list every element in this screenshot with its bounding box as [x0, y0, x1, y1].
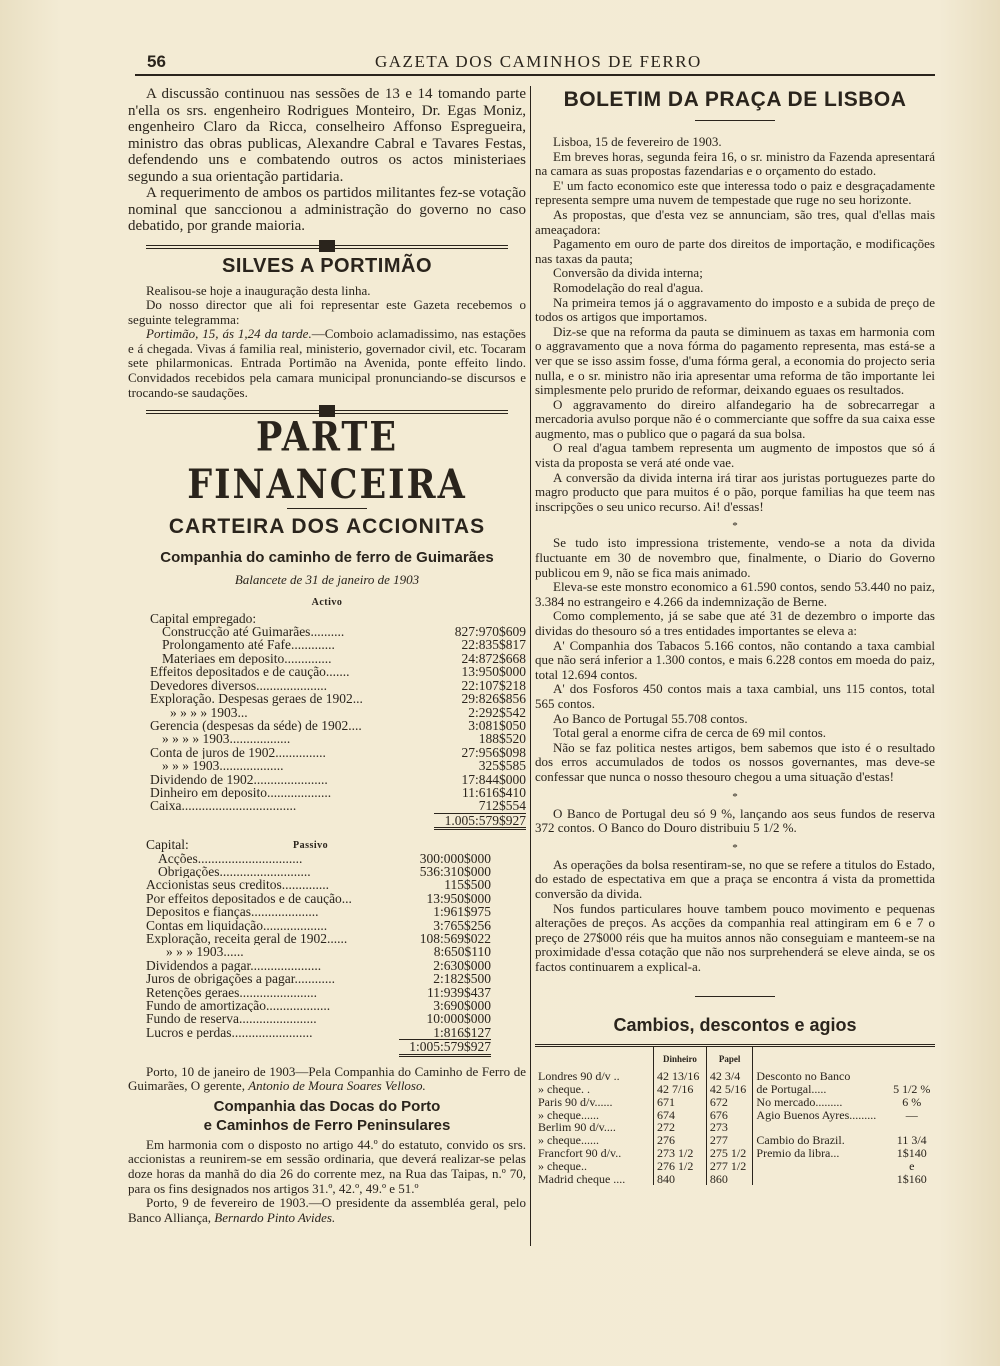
intro-paragraph: A discussão continuou nas sessões de 13 e 14 tomando parte n'ella os srs. engenheiro Rodrigues Monteiro, Dr. Egas Moniz, engenheiro Claro da Ricca, conselheiro Affonso Espregueira, ministro das obras publicas, Alexandre Cabral e Tavares Festas, defendendo uns e combatendo outros os actos ministeriaes segundo a sua orientação partidaria.: [128, 86, 526, 185]
ledger-row: [146, 1026, 491, 1039]
ledger-amount: 300:000$000: [419, 850, 491, 866]
exchange-papel: 42 3/4: [706, 1070, 752, 1083]
exchange-papel: 275 1/2: [706, 1147, 752, 1160]
banco-paragraph: O Banco de Portugal deu só 9 %, lançando aos seus fundos de reserva 372 contos. O Banco do Douro distribuiu 5 1/2 %.: [535, 805, 935, 836]
ledger-amount: 29:826$856: [461, 691, 526, 707]
exchange-dinheiro: 674: [654, 1109, 707, 1122]
exchange-papel: 42 5/16: [706, 1083, 752, 1096]
ledger-row: [146, 959, 491, 972]
ledger-label: » » » » 1903..................: [162, 732, 291, 746]
docas-p2: [128, 1196, 526, 1225]
ledger-amount: 24:872$668: [461, 650, 526, 666]
exchange-right-label: Premio da libra...: [753, 1147, 889, 1160]
exchange-papel: 672: [706, 1096, 752, 1109]
section-star: *: [732, 841, 738, 854]
activo-head: Capital empregado:: [150, 610, 257, 626]
silves-telegram: [128, 327, 526, 400]
exchange-table: [535, 1047, 935, 1185]
ledger-row: [146, 905, 491, 918]
boletim-paragraph: A' Companhia dos Tabacos 5.166 contos, não contando a taxa cambial que não será inferior a 1.300 contos, e mais 6.228 contos em moeda do paiz, total 12.694 contos.: [535, 637, 935, 682]
boletim-heading: BOLETIM DA PRAÇA DE LISBOA: [563, 88, 907, 111]
exchange-row: [535, 1147, 935, 1160]
ledger-amount: 8:650$110: [433, 944, 491, 960]
exchange-place: » cheque. .: [538, 1082, 590, 1097]
guimaraes-footer: [128, 1065, 526, 1094]
ledger-amount: 17:844$000: [461, 771, 526, 787]
boletim-paragraph: Diz-se que na reforma da pauta se diminuem as taxas em harmonia com o aggravamento que a nova fórma do pagamento representa, mas está-se a ver que se isso assim fosse, d'uma fórma geral, a economia do projecto seria nulla, e o sr. ministro não iria apresentar uma reforma de tão importante lei simplesmente pelo prurido de reformar, deixando eguaes os resultados.: [535, 323, 935, 398]
ledger-amount: 10:000$000: [426, 1011, 491, 1027]
boletim-paragraph: Em breves horas, segunda feira 16, o sr. ministro da Fazenda apresentará na camara as suas propostas fazendarias e o orçamento do estado.: [535, 148, 935, 179]
exchange-dinheiro: 42 7/16: [654, 1083, 707, 1096]
ledger-label: Dividendos a pagar.....................: [146, 958, 322, 973]
passivo-head-row: [128, 838, 526, 851]
ledger-label: Materiaes em deposito..............: [162, 651, 332, 666]
ledger-label: Prolongamento até Fafe.............: [162, 638, 335, 652]
exchange-right-val: 1$140: [896, 1146, 927, 1161]
ledger-amount: 1:816$127: [433, 1024, 491, 1040]
ledger-row: [146, 892, 491, 905]
boletim-paragraph: Nos fundos particulares houve tambem pouco movimento e pequenas alterações de preços. As acções da companhia real attingiram em 6 e 7 o preço de 27$000 réis que ha muitos annos não conseguiam e manteem-se na proximidade d'essa cotação que não nos surprehenderá se eleve ainda, se os factos continuarem a explical-a.: [535, 900, 935, 974]
exchange-right-val: 6 %: [902, 1094, 922, 1109]
exchange-right-label: de Portugal.....: [753, 1083, 889, 1096]
exchange-row: [535, 1083, 935, 1096]
ledger-row: [146, 865, 491, 878]
ledger-label: Dinheiro em deposito...................: [150, 785, 332, 800]
short-rule: [287, 508, 367, 509]
exchange-right-val: —: [905, 1107, 918, 1122]
exchange-place: » cheque..: [538, 1158, 587, 1173]
guimaraes-signature: Antonio de Moura Soares Velloso.: [248, 1078, 426, 1094]
boletim-paragraph: Se tudo isto impressiona tristemente, vendo-se a nota da divida fluctuante em 30 de novembro que, finalmente, o Diario do Governo publicou em 9, não se fica mais animado.: [535, 535, 935, 580]
ledger-amount: 2:182$500: [433, 971, 491, 987]
boletim-paragraph: Pagamento em ouro de parte dos direitos de importação, e modificações nas taxas da pauta;: [535, 236, 935, 266]
ledger-label: Obrigações...........................: [158, 864, 311, 879]
passivo-total: 1:005:579$927: [399, 1039, 491, 1056]
ledger-row: [150, 773, 526, 786]
docas-signature: Bernardo Pinto Avides.: [214, 1209, 336, 1225]
exchange-right-val: e: [909, 1158, 915, 1173]
exchange-papel: 860: [706, 1173, 752, 1186]
ledger-label: Dividendo de 1902......................: [150, 772, 328, 786]
passivo-label: Passivo: [293, 840, 329, 852]
ledger-label: Caixa..................................: [150, 799, 297, 813]
boletim-paragraph: Romodelação do real d'agua.: [553, 279, 704, 295]
ledger-label: » » » » 1903...: [170, 705, 248, 719]
exchange-dinheiro: 272: [654, 1121, 707, 1134]
ledger-label: » » » 1903...................: [162, 759, 284, 773]
passivo-head: Capital:: [146, 837, 189, 853]
balancete-subtitle: Balancete de 31 de janeiro de 1903: [234, 572, 420, 588]
ledger-amount: 115$500: [444, 877, 491, 893]
boletim-paragraph: Total geral a enorme cifra de cerca de 69 mil contos.: [553, 725, 827, 741]
ledger-label: Lucros e perdas........................: [146, 1025, 313, 1040]
ledger-row: [150, 665, 526, 678]
boletim-paragraph: Não se faz politica nestes artigos, bem sabemos que isto é o resultado dos erros accumulados de todos os nossos governantes, mas deve-se confessar que nunca o nosso thesouro chegou a uma situação d'estas!: [535, 739, 935, 784]
ledger-row: [150, 638, 526, 651]
intro-paragraph-2: A requerimento de ambos os partidos militantes fez-se votação nominal que sanccionou a administração do governo no caso debatido, por grande maioria.: [128, 185, 526, 234]
exchange-dinheiro: 671: [654, 1096, 707, 1109]
ledger-label: Fundo de amortização...................: [146, 999, 331, 1013]
col-papel: Papel: [706, 1047, 752, 1070]
ledger-row: [146, 986, 491, 999]
ledger-amount: 11:616$410: [462, 784, 526, 800]
ledger-row: [146, 919, 491, 932]
ledger-row: [146, 932, 491, 945]
ledger-label: Exploração, receita geral de 1902......: [146, 932, 348, 946]
activo-total: 1.005:579$927: [434, 813, 526, 830]
ledger-label: Fundo de reserva.......................: [146, 1012, 317, 1026]
docas-p1: Em harmonia com o disposto no artigo 44.º do estatuto, convido os srs. accionistas a reunirem-se em sessão ordinaria, que deverá realizar-se pelas doze horas da manhã do dia 26 do corrente mez, na Rua das Taipas, n.º 70, para os fins designados nos artigos 31.º, 42.º, 49.º e 51.º: [128, 1136, 526, 1196]
exchange-papel: 273: [706, 1121, 752, 1134]
ledger-label: Devedores diversos.....................: [150, 678, 327, 693]
exchange-right-label: [753, 1160, 889, 1173]
ledger-amount: 27:956$098: [461, 744, 526, 760]
short-rule: [695, 120, 775, 121]
ledger-label: Exploração. Despesas geraes de 1902...: [150, 692, 363, 706]
ledger-amount: 1:961$975: [433, 904, 491, 920]
journal-title: GAZETA DOS CAMINHOS DE FERRO: [375, 52, 702, 71]
ledger-amount: 712$554: [478, 798, 526, 814]
ledger-amount: 13:950$000: [461, 664, 526, 680]
ledger-amount: 536:310$000: [419, 863, 491, 879]
ornament-rule: [146, 245, 508, 249]
ledger-amount: 3:690$000: [433, 998, 491, 1014]
ledger-label: Effeitos depositados e de caução.......: [150, 665, 350, 679]
ledger-amount: 827:970$609: [454, 624, 526, 640]
ledger-label: Juros de obrigações a pagar............: [146, 972, 335, 986]
ledger-row: [150, 732, 526, 745]
ledger-row: [150, 786, 526, 799]
page-header: [135, 48, 935, 76]
cambios-heading: Cambios, descontos e agios: [613, 1015, 857, 1036]
section-star: *: [732, 520, 738, 533]
ledger-amount: 2:630$000: [433, 957, 491, 973]
ledger-amount: 108:569$022: [419, 931, 491, 946]
exchange-dinheiro: 840: [654, 1173, 707, 1186]
exchange-right-label: Cambio do Brazil.: [753, 1134, 889, 1147]
ledger-amount: 11:939$437: [427, 984, 491, 1000]
ledger-row: [150, 759, 526, 772]
exchange-row: [535, 1160, 935, 1173]
exchange-place: Londres 90 d/v ..: [538, 1069, 620, 1084]
exchange-papel: 277 1/2: [706, 1160, 752, 1173]
boletim-paragraph: Ao Banco de Portugal 55.708 contos.: [553, 710, 748, 726]
boletim-paragraph: E' um facto economico este que interessa todo o paiz e desgraçadamente representa sempre uma nuvem de tempestade que ruge no seu horizonte.: [535, 177, 935, 208]
boletim-paragraph: As propostas, que d'esta vez se annunciam, são tres, qual d'ellas mais ameaçadora:: [535, 206, 935, 237]
ledger-label: Conta de juros de 1902...............: [150, 745, 326, 760]
boletim-paragraph: As operações da bolsa resentiram-se, no que se refere a titulos do Estado, do estado de espectativa em que a praça se encontra á vista da promettida conversão da divida.: [535, 856, 935, 901]
boletim-paragraph: O real d'agua tambem representa um augmento de impostos que só á vista da proposta se verá até onde vae.: [535, 440, 935, 471]
ledger-label: » » » 1903......: [166, 945, 244, 959]
ledger-row: [146, 852, 491, 865]
ledger-label: Gerencia (despesas da séde) de 1902....: [150, 718, 362, 733]
ledger-amount: 22:107$218: [461, 677, 526, 693]
balance-sheet: [128, 596, 526, 1056]
boletim-paragraph: Lisboa, 15 de fevereiro de 1903.: [553, 134, 722, 149]
telegram-place-date: Portimão, 15, ás 1,24 da tarde.: [146, 326, 312, 342]
carteira-heading: CARTEIRA DOS ACCIONITAS: [168, 515, 486, 539]
parte-financeira-heading: PARTE FINANCEIRA: [187, 414, 467, 509]
exchange-place: Berlim 90 d/v....: [538, 1120, 616, 1135]
ledger-label: Retenções geraes.......................: [146, 985, 317, 1000]
ledger-amount: 188$520: [478, 731, 526, 747]
guimaraes-footer-text: Porto, 10 de janeiro de 1903—Pela Companhia do Caminho de Ferro de Guimarães, O gerente,: [128, 1063, 526, 1094]
docas-heading-1: Companhia das Docas do Porto: [213, 1097, 441, 1115]
ledger-row: [150, 746, 526, 759]
telegram-text: —Comboio aclamadissimo, nas estações e á chegada. Vivas á familia real, ministerio, governador civil, etc. Tocaram sete philarmonicas. Entrada Portimão na Avenida, ponte effeito lindo. Convidados recebidos pela camara municipal pronunciando-se discursos e trocando-se saudações.: [128, 326, 526, 400]
ledger-row: [146, 1012, 491, 1025]
ledger-label: Depositos e fianças....................: [146, 905, 319, 919]
exchange-papel: 277: [706, 1134, 752, 1147]
exchange-dinheiro: 42 13/16: [654, 1070, 707, 1083]
silves-p2: Do nosso director que ali foi representar este Gazeta recebemos o seguinte telegramma:: [128, 297, 526, 327]
exchange-row: [535, 1096, 935, 1109]
col-dinheiro: Dinheiro: [654, 1047, 707, 1070]
ledger-row: [146, 878, 491, 891]
ledger-row: [150, 625, 526, 638]
exchange-dinheiro: 273 1/2: [654, 1147, 707, 1160]
exchange-place: Paris 90 d/v......: [538, 1094, 613, 1109]
guimaraes-heading: Companhia do caminho de ferro de Guimarães: [160, 549, 494, 567]
ledger-amount: 3:765$256: [433, 917, 491, 933]
ledger-row: [150, 706, 526, 719]
exchange-right-label: No mercado.........: [753, 1096, 889, 1109]
exchange-right-label: Desconto no Banco: [753, 1070, 889, 1083]
right-column: [535, 86, 935, 1185]
boletim-paragraph: Na primeira temos já o aggravamento do imposto e a subida de preço de todos os artigos que importamos.: [535, 294, 935, 325]
ledger-amount: 325$585: [478, 758, 526, 774]
boletim-paragraph: Eleva-se este monstro economico a 61.590 contos, sendo 53.440 no paiz, 3.384 no estrangeiro e 4.266 da indemnização de Berne.: [535, 579, 935, 609]
boletim-paragraph: Como complemento, já se sabe que até 31 de dezembro o importe das dividas do thesouro só a tres entidades importantes se eleva a:: [535, 608, 935, 638]
ledger-label: Accionistas seus creditos..............: [146, 878, 329, 892]
exchange-place: Francfort 90 d/v..: [538, 1146, 622, 1161]
boletim-paragraph: O aggravamento do direiro alfandegario ha de sobrecarregar a mercadoria avulso porque não é o commerciante que soffre da sua caixa esse augmento, mas o publico que o pagará da sua bolsa.: [535, 396, 935, 441]
ledger-row: [150, 679, 526, 692]
exchange-papel: 676: [706, 1109, 752, 1122]
column-divider: [530, 86, 531, 1246]
ledger-row: [146, 972, 491, 985]
exchange-right-val: 11 3/4: [896, 1133, 927, 1148]
ledger-amount: 22:835$817: [461, 637, 526, 653]
boletim-paragraph: Conversão da divida interna;: [553, 265, 703, 281]
ledger-amount: 2:292$542: [468, 704, 526, 720]
boletim-paragraph: A conversão da divida interna irá tirar aos juristas portuguezes parte do magro producto que para muitos é o pão, porque familias ha que teem nas inscripções o seu unico recurso. Ai! d'essas!: [535, 469, 935, 514]
silves-heading: SILVES A PORTIMÃO: [222, 254, 432, 277]
short-rule: [695, 996, 775, 997]
section-star: *: [732, 790, 738, 803]
exchange-row: [535, 1173, 935, 1186]
exchange-dinheiro: 276 1/2: [654, 1160, 707, 1173]
ledger-row: [150, 719, 526, 732]
exchange-right-val: 1$160: [896, 1171, 927, 1186]
exchange-place: » cheque......: [538, 1107, 599, 1122]
ledger-label: Acções...............................: [158, 851, 303, 865]
page-number: 56: [147, 52, 166, 71]
ledger-label: Construcção até Guimarães..........: [162, 625, 345, 639]
exchange-dinheiro: 276: [654, 1134, 707, 1147]
ledger-row: [150, 652, 526, 665]
silves-p1: Realisou-se hoje a inauguração desta linha.: [146, 282, 371, 298]
ledger-row: [146, 999, 491, 1012]
activo-label: Activo: [311, 597, 343, 609]
docas-p2-text: Porto, 9 de fevereiro de 1903.—O presidente da assembléa geral, pelo Banco Alliança,: [128, 1195, 526, 1225]
exchange-place: Madrid cheque ....: [538, 1171, 626, 1186]
ledger-row: [146, 945, 491, 958]
ledger-row: [150, 692, 526, 705]
exchange-place: » cheque......: [538, 1133, 599, 1148]
exchange-right-label: Agio Buenos Ayres.........: [753, 1109, 889, 1122]
exchange-right-label: [753, 1173, 889, 1186]
exchange-right-val: 5 1/2 %: [893, 1082, 931, 1097]
ledger-row: [150, 799, 526, 812]
left-column: [128, 86, 526, 1225]
ledger-amount: 3:081$050: [468, 717, 526, 733]
docas-heading-2: e Caminhos de Ferro Peninsulares: [203, 1116, 451, 1134]
boletim-paragraph: A' dos Fosforos 450 contos mais a taxa cambial, uns 115 contos, total 565 contos.: [535, 681, 935, 711]
ledger-amount: 13:950$000: [426, 890, 491, 906]
ledger-label: Por effeitos depositados e de caução...: [146, 891, 352, 906]
ledger-label: Contas em liquidação...................: [146, 918, 328, 932]
